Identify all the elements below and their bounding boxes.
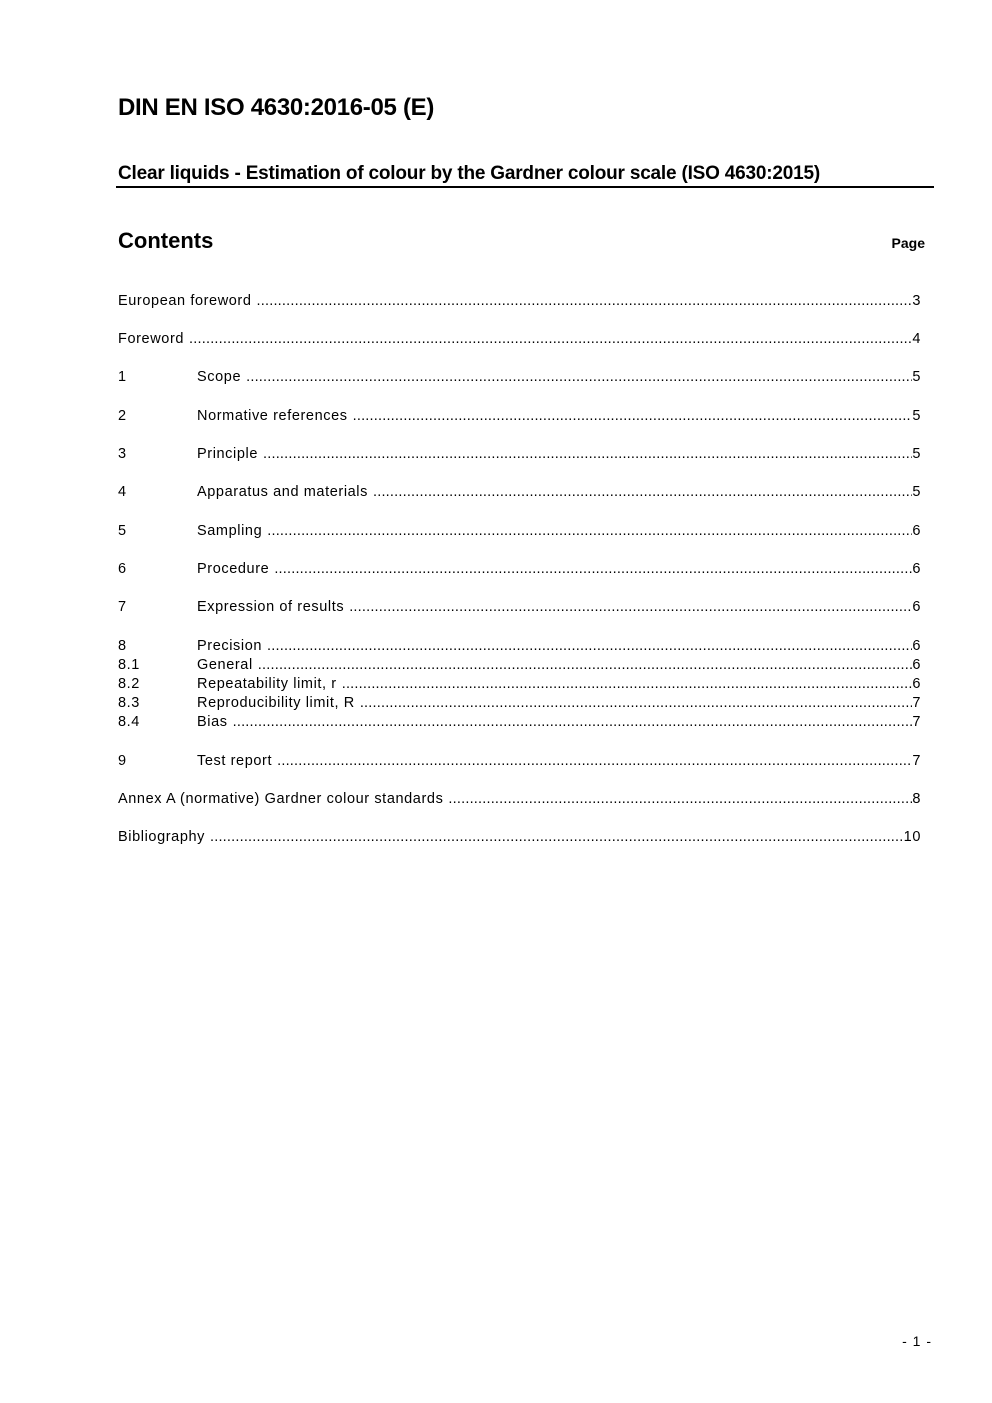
toc-entry-principle[interactable] bbox=[118, 446, 921, 465]
toc-leader bbox=[373, 484, 912, 500]
toc-entry-page: 5 bbox=[912, 446, 921, 462]
page-column-label: Page bbox=[891, 235, 925, 251]
toc-entry-label: Expression of results bbox=[197, 599, 345, 615]
toc-entry-page: 10 bbox=[903, 829, 921, 845]
toc-leader bbox=[263, 446, 912, 462]
toc-leader bbox=[210, 829, 904, 845]
toc-entry-number: 7 bbox=[118, 599, 127, 615]
toc-leader bbox=[277, 753, 912, 769]
toc-entry-number: 8.4 bbox=[118, 714, 140, 730]
page-number: - 1 - bbox=[902, 1333, 932, 1349]
toc-entry-label: Sampling bbox=[197, 523, 263, 539]
toc-entry-number: 8.1 bbox=[118, 657, 140, 673]
toc-leader bbox=[189, 331, 912, 347]
toc-leader bbox=[267, 638, 912, 654]
toc-entry-label: Annex A (normative) Gardner colour standards bbox=[118, 791, 444, 807]
toc-leader bbox=[258, 657, 913, 673]
toc-leader bbox=[274, 561, 912, 577]
toc-entry-number: 8 bbox=[118, 638, 127, 654]
toc-entry-european-foreword[interactable] bbox=[118, 293, 921, 312]
toc-entry-repeatability-limit[interactable] bbox=[118, 676, 921, 695]
toc-entry-number: 1 bbox=[118, 369, 127, 385]
toc-leader bbox=[349, 599, 912, 615]
toc-entry-label: Precision bbox=[197, 638, 263, 654]
toc-entry-foreword[interactable] bbox=[118, 331, 921, 350]
toc-entry-scope[interactable] bbox=[118, 369, 921, 388]
toc-entry-number: 5 bbox=[118, 523, 127, 539]
toc-leader bbox=[267, 523, 912, 539]
toc-entry-page: 6 bbox=[912, 676, 921, 692]
toc-entry-page: 3 bbox=[912, 293, 921, 309]
toc-entry-bibliography[interactable] bbox=[118, 829, 921, 848]
toc-entry-label: Bibliography bbox=[118, 829, 205, 845]
toc-entry-page: 5 bbox=[912, 408, 921, 424]
toc-entry-label: Test report bbox=[197, 753, 273, 769]
toc-entry-page: 7 bbox=[912, 753, 921, 769]
toc-entry-number: 8.2 bbox=[118, 676, 140, 692]
toc-entry-bias[interactable] bbox=[118, 714, 921, 733]
toc-entry-label: Foreword bbox=[118, 331, 185, 347]
contents-heading: Contents bbox=[118, 228, 214, 253]
toc-entry-page: 6 bbox=[912, 638, 921, 654]
toc-entry-label: Scope bbox=[197, 369, 242, 385]
toc-entry-procedure[interactable] bbox=[118, 561, 921, 580]
toc-entry-page: 6 bbox=[912, 561, 921, 577]
toc-entry-precision[interactable] bbox=[118, 638, 921, 657]
toc-entry-label: Principle bbox=[197, 446, 259, 462]
toc-entry-number: 3 bbox=[118, 446, 127, 462]
toc-entry-label: Repeatability limit, r bbox=[197, 676, 337, 692]
toc-entry-label: Apparatus and materials bbox=[197, 484, 368, 500]
toc-entry-number: 6 bbox=[118, 561, 127, 577]
toc-entry-label: European foreword bbox=[118, 293, 252, 309]
toc-entry-reproducibility-limit[interactable] bbox=[118, 695, 921, 714]
toc-entry-test-report[interactable] bbox=[118, 753, 921, 772]
toc-entry-page: 6 bbox=[912, 599, 921, 615]
toc-entry-sampling[interactable] bbox=[118, 523, 921, 542]
toc-entry-page: 6 bbox=[912, 657, 921, 673]
toc-leader bbox=[342, 676, 913, 692]
toc-leader bbox=[360, 695, 913, 711]
toc-entry-apparatus-and-materials[interactable] bbox=[118, 484, 921, 503]
toc-leader bbox=[246, 369, 912, 385]
toc-entry-page: 4 bbox=[912, 331, 921, 347]
toc-entry-label: Normative references bbox=[197, 408, 348, 424]
toc-entry-annex-a[interactable] bbox=[118, 791, 921, 810]
toc-leader bbox=[257, 293, 913, 309]
toc-entry-page: 5 bbox=[912, 369, 921, 385]
toc-entry-number: 4 bbox=[118, 484, 127, 500]
toc-entry-page: 7 bbox=[912, 695, 921, 711]
toc-entry-label: General bbox=[197, 657, 253, 673]
toc-entry-label: Bias bbox=[197, 714, 228, 730]
toc-entry-label: Reproducibility limit, R bbox=[197, 695, 355, 711]
toc-entry-general[interactable] bbox=[118, 657, 921, 676]
toc-entry-page: 5 bbox=[912, 484, 921, 500]
toc-leader bbox=[448, 791, 912, 807]
toc-entry-number: 9 bbox=[118, 753, 127, 769]
toc-entry-label: Procedure bbox=[197, 561, 270, 577]
toc-entry-number: 8.3 bbox=[118, 695, 140, 711]
toc-entry-page: 8 bbox=[912, 791, 921, 807]
document-title: DIN EN ISO 4630:2016-05 (E) bbox=[118, 94, 435, 121]
title-rule bbox=[116, 186, 934, 188]
toc-leader bbox=[353, 408, 913, 424]
toc-entry-page: 6 bbox=[912, 523, 921, 539]
toc-leader bbox=[233, 714, 913, 730]
toc-entry-expression-of-results[interactable] bbox=[118, 599, 921, 618]
toc-entry-page: 7 bbox=[912, 714, 921, 730]
document-subtitle: Clear liquids - Estimation of colour by the Gardner colour scale (ISO 4630:2015) bbox=[118, 163, 820, 184]
toc-entry-normative-references[interactable] bbox=[118, 408, 921, 427]
toc-entry-number: 2 bbox=[118, 408, 127, 424]
